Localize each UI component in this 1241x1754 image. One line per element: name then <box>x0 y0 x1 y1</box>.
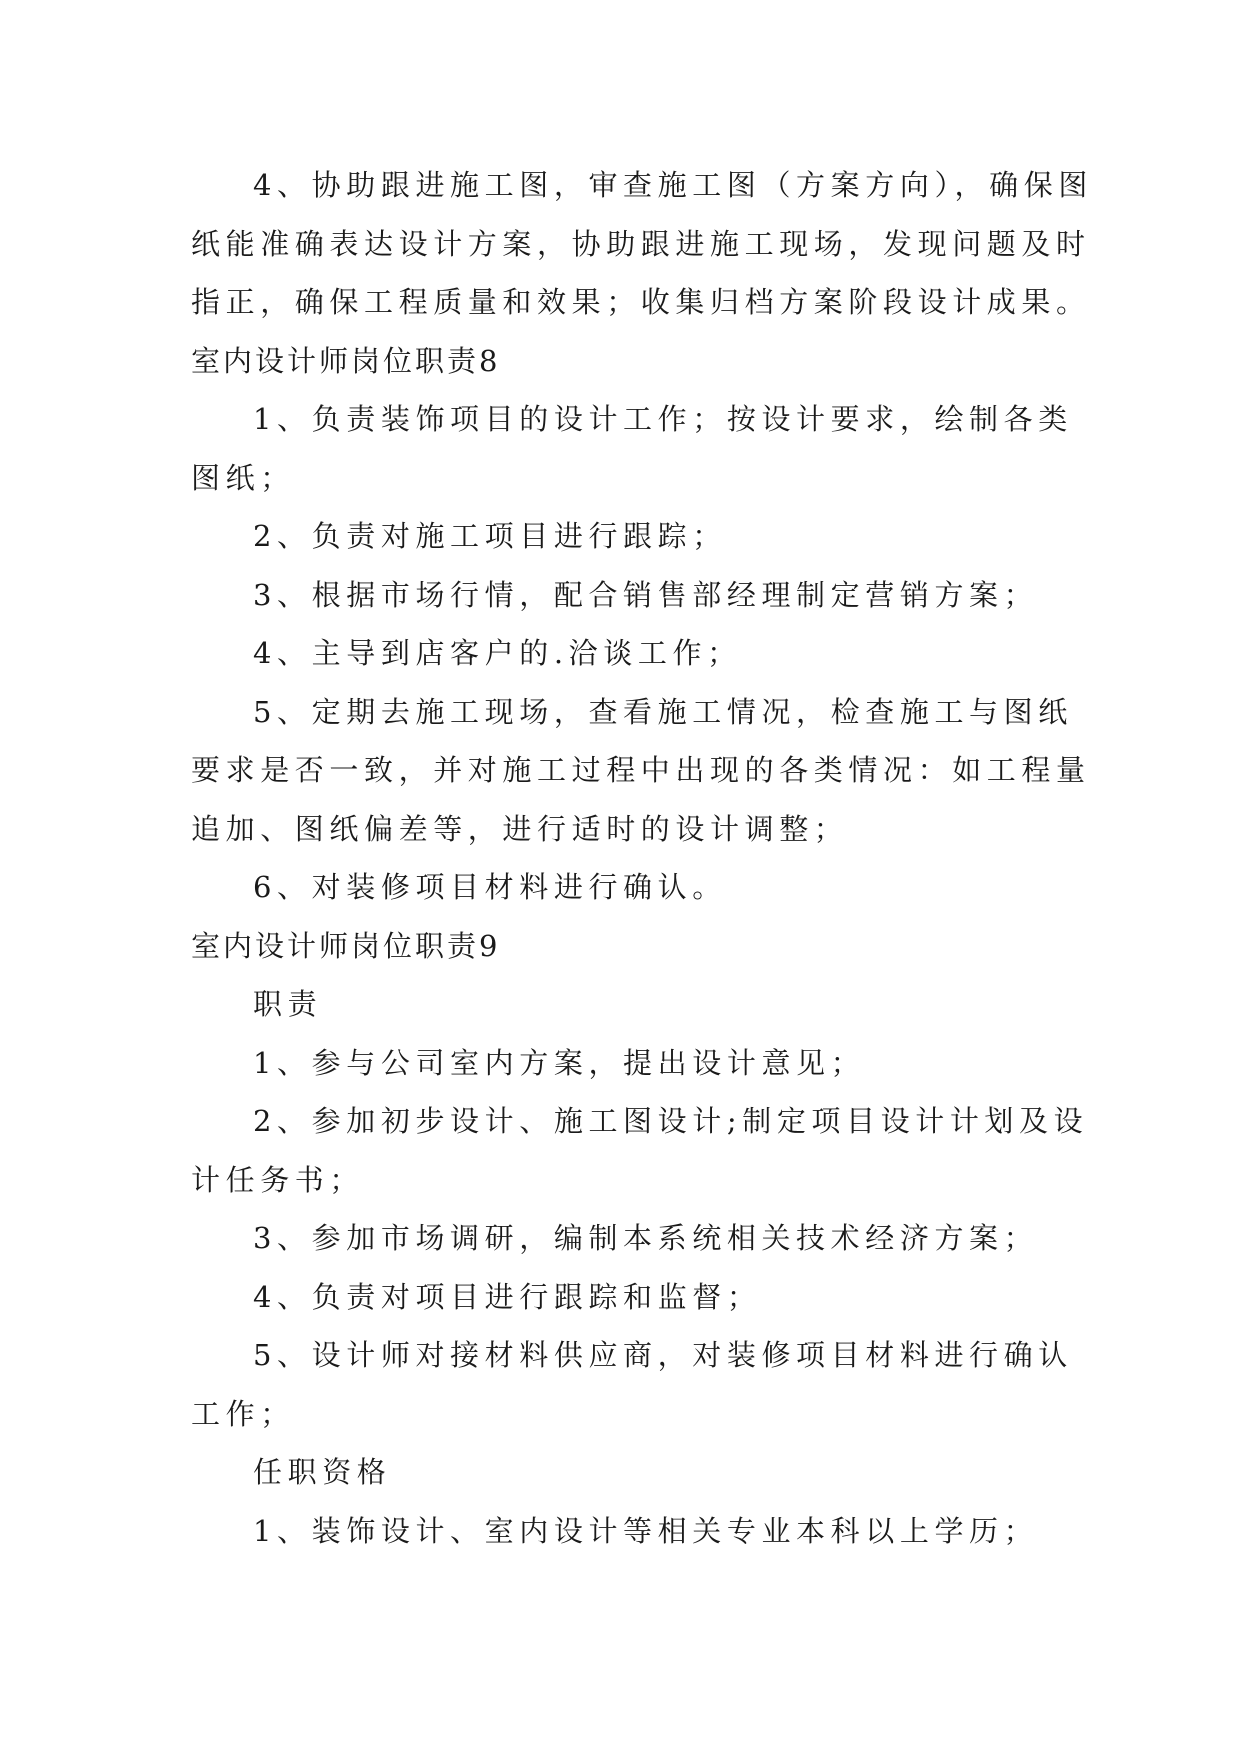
document-body <box>191 156 1093 1560</box>
paragraph-line: 计任务书； <box>191 1162 365 1197</box>
paragraph-line: 1、负责装饰项目的设计工作；按设计要求，绘制各类 <box>253 402 1073 436</box>
section-heading: 室内设计师岗位职责9 <box>191 928 501 963</box>
paragraph-line: 4、主导到店客户的.洽谈工作； <box>253 636 742 670</box>
paragraph-line: 1、装饰设计、室内设计等相关专业本科以上学历； <box>253 1513 1039 1548</box>
paragraph-line: 3、根据市场行情，配合销售部经理制定营销方案； <box>253 577 1039 612</box>
section-heading: 室内设计师岗位职责8 <box>191 343 501 378</box>
subsection-label: 职责 <box>253 987 323 1021</box>
paragraph-line: 工作； <box>191 1396 295 1431</box>
paragraph-line: 1、参与公司室内方案，提出设计意见； <box>253 1045 866 1080</box>
paragraph-line: 2、负责对施工项目进行跟踪； <box>253 519 727 553</box>
paragraph-line: 追加、图纸偏差等，进行适时的设计调整； <box>191 811 849 846</box>
paragraph-line: 2、参加初步设计、施工图设计;制定项目设计计划及设 <box>253 1104 1089 1138</box>
paragraph-line: 4、负责对项目进行跟踪和监督； <box>253 1279 762 1314</box>
paragraph-line: 5、定期去施工现场，查看施工情况，检查施工与图纸 <box>253 694 1073 729</box>
paragraph-line: 3、参加市场调研，编制本系统相关技术经济方案； <box>253 1221 1039 1255</box>
paragraph-line: 5、设计师对接材料供应商，对装修项目材料进行确认 <box>253 1338 1073 1372</box>
paragraph-line: 6、对装修项目材料进行确认。 <box>253 870 727 904</box>
paragraph-line: 纸能准确表达设计方案，协助跟进施工现场，发现问题及时 <box>191 226 1091 261</box>
paragraph-line: 图纸； <box>191 460 295 495</box>
paragraph-line: 指正，确保工程质量和效果；收集归档方案阶段设计成果。 <box>191 285 1091 319</box>
paragraph-line: 4、协助跟进施工图，审查施工图（方案方向），确保图 <box>253 168 1093 202</box>
paragraph-line: 要求是否一致，并对施工过程中出现的各类情况：如工程量 <box>191 753 1091 787</box>
subsection-label: 任职资格 <box>253 1455 392 1489</box>
